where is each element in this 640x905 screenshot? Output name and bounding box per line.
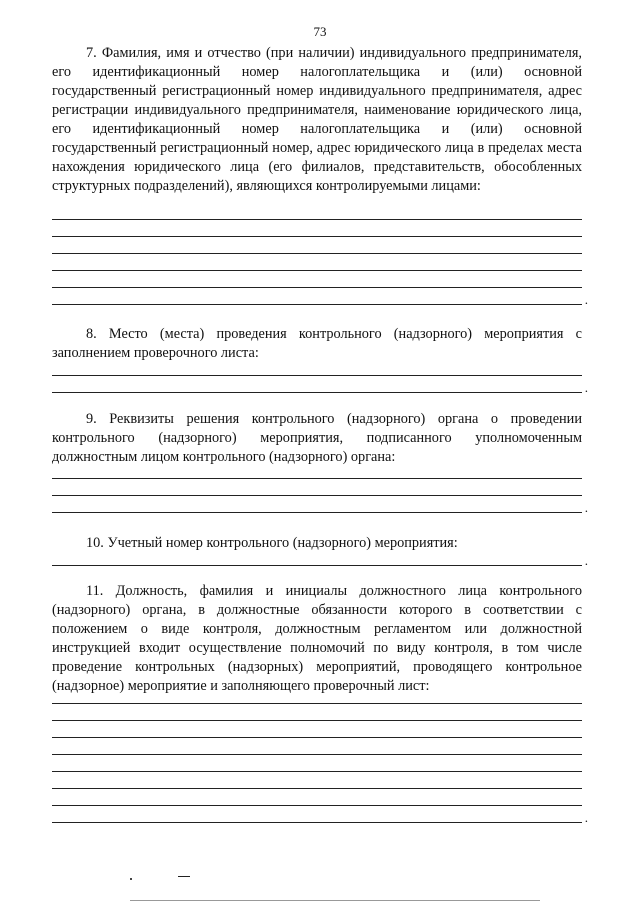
answer-line (52, 287, 582, 288)
line-end-mark: . (584, 810, 588, 825)
answer-line (52, 720, 582, 721)
answer-line (52, 771, 582, 772)
section-11 (52, 582, 582, 696)
answer-line (52, 478, 582, 479)
section-9 (52, 410, 582, 467)
section-10-text: 10. Учетный номер контрольного (надзорного) мероприятия: (86, 535, 458, 551)
answer-line (52, 236, 582, 237)
answer-line (52, 805, 582, 806)
answer-line (52, 737, 582, 738)
section-11-answer-lines (52, 703, 588, 825)
section-9-answer-lines (52, 478, 588, 515)
line-end-mark: . (584, 553, 588, 568)
section-8-text: 8. Место (места) проведения контрольного (надзорного) мероприятия с заполнением проверочного листа: (52, 326, 582, 361)
line-end-mark: . (584, 380, 588, 395)
section-8 (52, 325, 582, 363)
answer-line (52, 553, 588, 568)
line-end-mark: . (584, 292, 588, 307)
answer-line (52, 253, 582, 254)
answer-line (52, 703, 582, 704)
answer-line (52, 754, 582, 755)
section-10-answer-lines (52, 553, 588, 568)
section-7-answer-lines (52, 219, 588, 307)
answer-line (52, 270, 582, 271)
answer-line (52, 219, 582, 220)
answer-line (52, 380, 588, 395)
answer-line (52, 375, 582, 376)
section-9-text: 9. Реквизиты решения контрольного (надзорного) органа о проведении контрольного (надзорного) мероприятия, подписанного уполномоченным должностным лицом контрольного (надзорного) органа: (52, 411, 582, 465)
answer-line (52, 788, 582, 789)
scan-speck (130, 878, 132, 880)
section-10 (52, 534, 582, 553)
page-number: 73 (313, 24, 327, 39)
section-7-text: 7. Фамилия, имя и отчество (при наличии) индивидуального предпринимателя, его идентификационный номер налогоплательщика и (или) основной государственный регистрационный номер индивидуального предпринимателя, адрес регистрации индивидуального предпринимателя, наименование юридического лица, его идентификационный номер налогоплательщика и (или) основной государственный регистрационный номер, адрес юридического лица в пределах места нахождения юридического лица (его филиалов, представительств, обособленных структурных подразделений), являющихся контролируемыми лицами: (52, 45, 582, 194)
page-bottom-edge (130, 900, 540, 901)
answer-line (52, 810, 588, 825)
section-7 (52, 44, 582, 196)
answer-line (52, 495, 582, 496)
answer-line (52, 500, 588, 515)
answer-line (52, 292, 588, 307)
line-end-mark: . (584, 500, 588, 515)
section-8-answer-lines (52, 375, 588, 395)
section-11-text: 11. Должность, фамилия и инициалы должностного лица контрольного (надзорного) органа, в должностные обязанности которого в соответствии с положением о виде контроля, должностным регламентом или должностной инструкцией входит осуществление полномочий по виду контроля, в том числе проведение контрольных (надзорных) мероприятий, проводящего контрольное (надзорное) мероприятие и заполняющего проверочный лист: (52, 583, 582, 694)
stray-mark (178, 876, 190, 877)
